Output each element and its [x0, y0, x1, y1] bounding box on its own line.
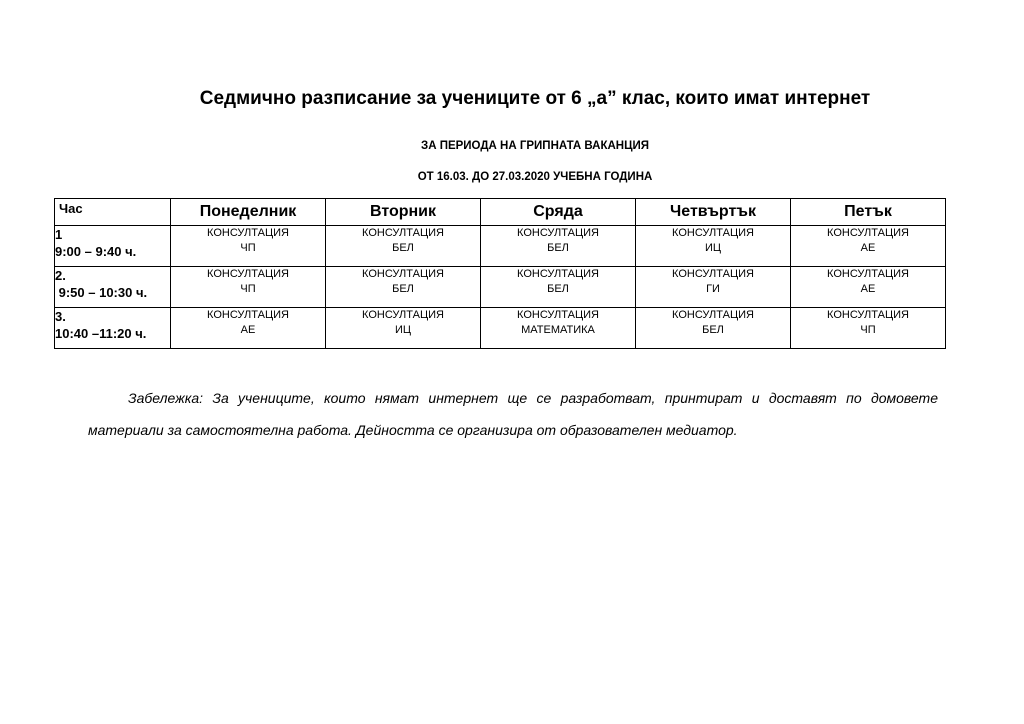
day-header-tuesday: Вторник — [326, 199, 481, 226]
lesson-cell — [791, 226, 946, 267]
lesson-subject: БЕЛ — [547, 283, 569, 295]
lesson-subject: АЕ — [860, 242, 876, 254]
lesson-type: КОНСУЛТАЦИЯ — [517, 268, 599, 280]
lesson-type: КОНСУЛТАЦИЯ — [362, 227, 444, 239]
lesson-subject: БЕЛ — [702, 324, 724, 336]
lesson-cell — [171, 308, 326, 349]
lesson-cell — [636, 267, 791, 308]
lesson-type: КОНСУЛТАЦИЯ — [672, 309, 754, 321]
slot-number: 1 — [55, 227, 63, 242]
lesson-type: КОНСУЛТАЦИЯ — [827, 309, 909, 321]
slot-number: 3. — [55, 309, 66, 324]
lesson-cell — [171, 226, 326, 267]
day-header-wednesday: Сряда — [481, 199, 636, 226]
lesson-type: КОНСУЛТАЦИЯ — [517, 309, 599, 321]
lesson-type: КОНСУЛТАЦИЯ — [827, 268, 909, 280]
lesson-subject: ЧП — [240, 283, 256, 295]
lesson-cell — [326, 226, 481, 267]
table-row — [55, 308, 946, 349]
lesson-cell — [481, 226, 636, 267]
lesson-type: КОНСУЛТАЦИЯ — [827, 227, 909, 239]
slot-time: 10:40 –11:20 ч. — [55, 326, 147, 341]
lesson-subject: БЕЛ — [392, 283, 414, 295]
lesson-cell — [481, 267, 636, 308]
slot-number: 2. — [55, 268, 66, 283]
lesson-subject: БЕЛ — [392, 242, 414, 254]
schedule-table — [54, 198, 946, 349]
table-header-row — [55, 199, 946, 226]
note-paragraph: Забележка: За учениците, които нямат интернет ще се разработват, принтират и доставят по домовете материали за самостоятелна работа. Дейността се организира от образователен медиатор. — [88, 390, 938, 438]
table-row — [55, 267, 946, 308]
lesson-subject: МАТЕМАТИКА — [521, 324, 595, 336]
lesson-type: КОНСУЛТАЦИЯ — [672, 227, 754, 239]
lesson-type: КОНСУЛТАЦИЯ — [207, 309, 289, 321]
day-header-thursday: Четвъртък — [636, 199, 791, 226]
lesson-subject: ЧП — [240, 242, 256, 254]
lesson-subject: АЕ — [240, 324, 256, 336]
period-subtitle: ЗА ПЕРИОДА НА ГРИПНАТА ВАКАНЦИЯ — [420, 140, 650, 152]
lesson-subject: ГИ — [706, 283, 720, 295]
lesson-cell — [171, 267, 326, 308]
lesson-cell — [791, 308, 946, 349]
lesson-type: КОНСУЛТАЦИЯ — [362, 309, 444, 321]
page-title: Седмично разписание за учениците от 6 „а” клас, които имат интернет — [199, 88, 871, 109]
lesson-type: КОНСУЛТАЦИЯ — [207, 227, 289, 239]
lesson-type: КОНСУЛТАЦИЯ — [362, 268, 444, 280]
dates-subtitle: ОТ 16.03. ДО 27.03.2020 УЧЕБНА ГОДИНА — [417, 171, 653, 183]
lesson-cell — [481, 308, 636, 349]
lesson-subject: ИЦ — [704, 242, 722, 254]
slot-time: 9:50 – 10:30 ч. — [55, 285, 148, 300]
time-slot-cell — [55, 308, 171, 349]
lesson-subject: БЕЛ — [547, 242, 569, 254]
table-row — [55, 226, 946, 267]
hour-column-header: Час — [55, 199, 171, 226]
time-slot-cell — [55, 226, 171, 267]
slot-time: 9:00 – 9:40 ч. — [55, 244, 137, 259]
day-header-friday: Петък — [791, 199, 946, 226]
time-slot-cell — [55, 267, 171, 308]
lesson-cell — [791, 267, 946, 308]
lesson-cell — [326, 308, 481, 349]
lesson-subject: АЕ — [860, 283, 876, 295]
lesson-type: КОНСУЛТАЦИЯ — [517, 227, 599, 239]
lesson-type: КОНСУЛТАЦИЯ — [207, 268, 289, 280]
lesson-subject: ИЦ — [394, 324, 412, 336]
lesson-subject: ЧП — [860, 324, 876, 336]
lesson-cell — [326, 267, 481, 308]
lesson-cell — [636, 308, 791, 349]
lesson-type: КОНСУЛТАЦИЯ — [672, 268, 754, 280]
day-header-monday: Понеделник — [171, 199, 326, 226]
lesson-cell — [636, 226, 791, 267]
